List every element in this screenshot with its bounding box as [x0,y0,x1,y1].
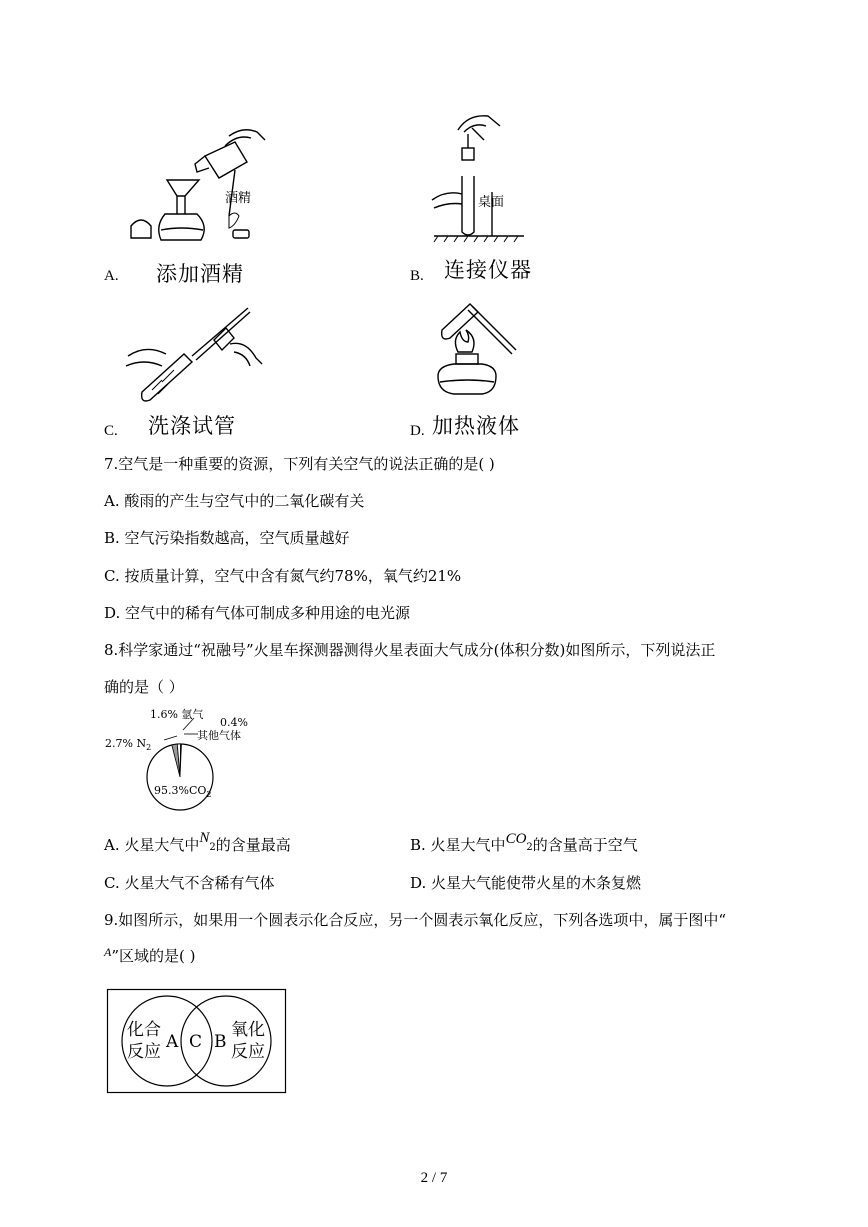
venn-label-b: B [214,1032,227,1052]
q9-stem-line2-rest: ”区域的是( ) [111,947,196,965]
option-a-caption: 添加酒精 [156,262,244,286]
svg-text:反应 [127,1042,161,1062]
page-number: 2 / 7 [420,1170,448,1186]
pie-label-n2-sub: 2 [146,743,152,752]
pie-label-co2-sub: 2 [206,790,212,799]
pie-label-other-pct: 0.4% [220,716,248,729]
q7-option-b: B. 空气污染指数越高，空气质量越好 [104,529,350,547]
option-b-caption: 连接仪器 [444,258,532,282]
pie-label-n2: 2.7% N [105,737,147,750]
alcohol-label: 酒精 [225,191,252,206]
q7-option-d: D. 空气中的稀有气体可制成多种用途的电光源 [104,604,411,622]
q9-stem-line1: 9.如图所示，如果用一个圆表示化合反应，另一个圆表示氧化反应，下列各选项中，属于图中“ [104,911,726,929]
venn-diagram [107,989,286,1093]
q8-option-a-pre: A. 火星大气中 [104,836,200,854]
q7-option-c: C. 按质量计算，空气中含有氮气约78%，氧气约21% [104,567,462,585]
svg-text:2.7% N2 [105,737,151,752]
q7-option-a: A. 酸雨的产生与空气中的二氧化碳有关 [104,492,365,510]
q9-symbol-a: A [104,945,112,959]
option-c-figure [122,300,267,408]
q8-option-a-post: 的含量最高 [215,836,291,854]
q9-stem-line2 [104,946,196,967]
q8-option-b-post: 的含量高于空气 [532,836,638,854]
svg-text:A [165,1032,179,1052]
svg-text:其他气体 [197,728,241,742]
q8-option-b-sub: 2 [526,842,533,853]
q8-option-a [104,830,291,858]
q7-stem: 7.空气是一种重要的资源，下列有关空气的说法正确的是( ) [104,455,495,473]
svg-text:氧化 [231,1020,265,1040]
option-b-figure [428,110,548,245]
q8-stem-line2: 确的是（ ） [104,678,184,696]
svg-text:化合 [127,1020,161,1040]
svg-text:B [214,1032,227,1052]
venn-label-c: C [189,1032,203,1052]
q8-option-b-pre: B. 火星大气中 [410,836,506,854]
svg-text:0.4% [220,716,248,729]
q8-option-b-symbol: CO [505,831,527,847]
option-d-figure [420,296,530,406]
q8-option-b [410,831,638,858]
q8-option-c: C. 火星大气不含稀有气体 [104,874,275,892]
q8-option-a-symbol: N [199,830,210,846]
table-label: 桌面 [478,195,505,210]
option-a-letter: A. [104,268,119,284]
option-c-caption: 洗涤试管 [148,414,236,438]
q8-option-a-sub: 2 [209,842,216,853]
pie-label-ar: 1.6% 氩气 [150,708,204,721]
venn-label-a: A [166,1032,179,1052]
option-d-letter: D. [410,423,425,439]
svg-text:反应 [231,1042,265,1062]
svg-text:95.3%CO2 [154,784,211,799]
option-b-letter: B. [410,268,424,284]
pie-label-other: 其他气体 [197,729,241,742]
option-a-figure [125,126,265,256]
pie-label-co2: 95.3%CO [154,784,207,797]
atmosphere-pie-chart [100,704,260,810]
svg-text:C [189,1032,202,1052]
q8-option-d: D. 火星大气能使带火星的木条复燃 [410,874,642,892]
venn-left-line1: 化合 [127,1020,161,1040]
svg-text:1.6% 氩气 [150,707,203,721]
option-c-letter: C. [104,423,118,439]
q8-stem-line1: 8.科学家通过“祝融号”火星车探测器测得火星表面大气成分(体积分数)如图所示，下列说法正 [104,641,716,659]
venn-left-line2: 反应 [127,1042,161,1062]
venn-right-line1: 氧化 [231,1020,265,1040]
option-d-caption: 加热液体 [432,414,520,438]
venn-right-line2: 反应 [231,1042,265,1062]
